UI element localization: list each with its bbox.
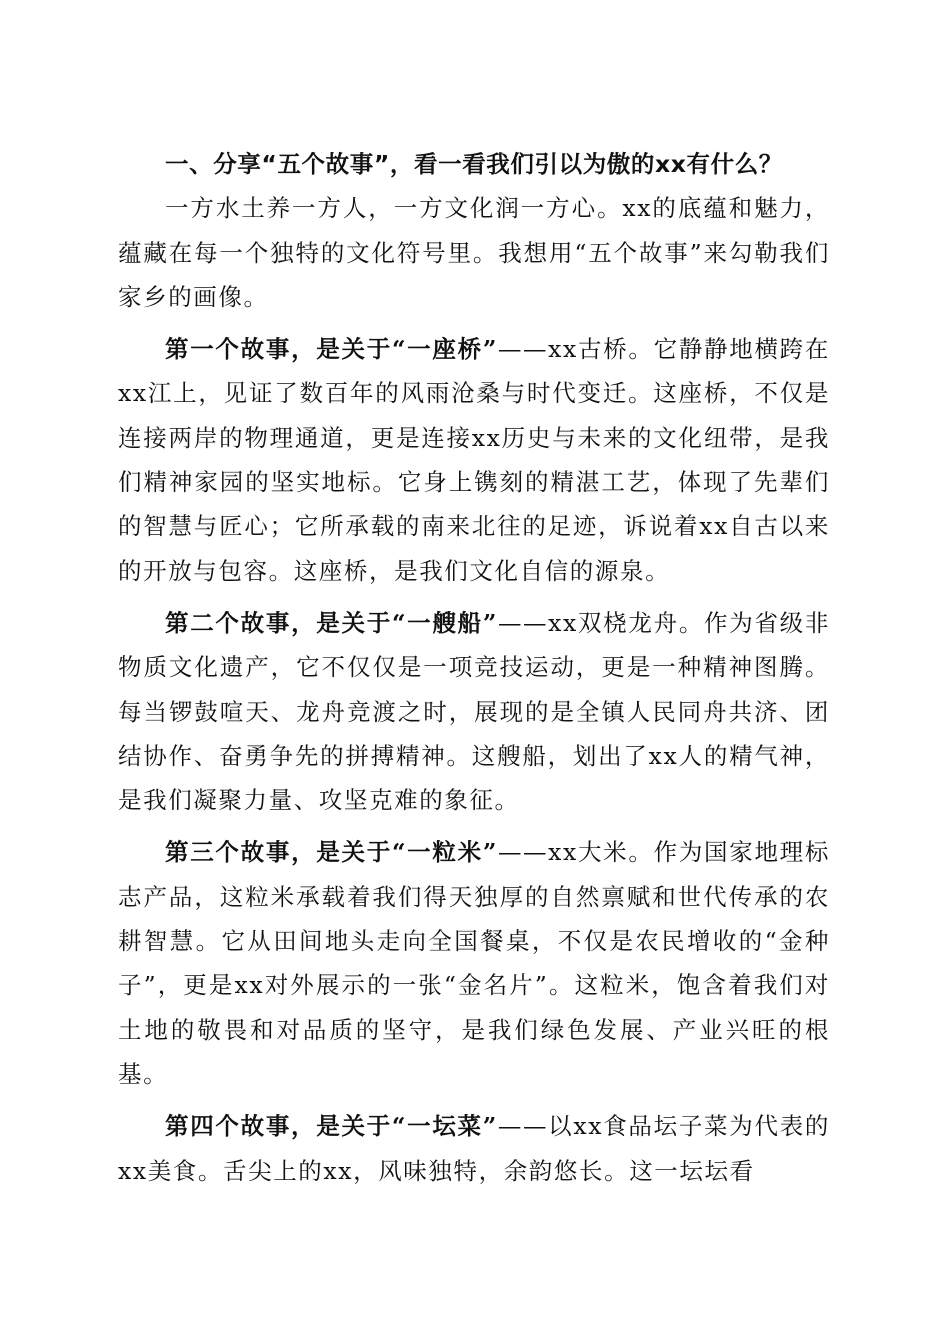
- paragraph-text: 一方水土养一方人，一方文化润一方心。xx的底蕴和魅力，蕴藏在每一个独特的文化符号里。我想用“五个故事”来勾勒我们家乡的画像。: [118, 194, 830, 311]
- paragraph-story-food: [118, 1104, 830, 1193]
- section-heading: 一、分享“五个故事”，看一看我们引以为傲的xx有什么？: [165, 150, 783, 178]
- paragraph-text: ——xx大米。作为国家地理标志产品，这粒米承载着我们得天独厚的自然禀赋和世代传承的农耕智慧。它从田间地头走向全国餐桌，不仅是农民增收的“金种子”，更是xx对外展示的一张“金名片”。这粒米，饱含着我们对土地的敬畏和对品质的坚守，是我们绿色发展、产业兴旺的根基。: [118, 838, 830, 1088]
- paragraph-story-bridge: [118, 327, 830, 593]
- story-lead: 第三个故事，是关于“一粒米”: [165, 838, 498, 867]
- paragraph-story-boat: [118, 601, 830, 822]
- paragraph-text: ——xx古桥。它静静地横跨在xx江上，见证了数百年的风雨沧桑与时代变迁。这座桥，不仅是连接两岸的物理通道，更是连接xx历史与未来的文化纽带，是我们精神家园的坚实地标。它身上镌刻的精湛工艺，体现了先辈们的智慧与匠心；它所承载的南来北往的足迹，诉说着xx自古以来的开放与包容。这座桥，是我们文化自信的源泉。: [118, 335, 830, 585]
- story-lead: 第四个故事，是关于“一坛菜”: [165, 1112, 498, 1141]
- document-body: [118, 142, 830, 1201]
- story-lead: 第一个故事，是关于“一座桥”: [165, 335, 498, 364]
- paragraph-text: ——以xx食品坛子菜为代表的xx美食。舌尖上的xx，风味独特，余韵悠长。这一坛坛看: [118, 1112, 830, 1185]
- story-lead: 第二个故事，是关于“一艘船”: [165, 608, 498, 637]
- paragraph-story-rice: [118, 830, 830, 1096]
- paragraph-intro: [118, 186, 830, 319]
- paragraph-text: ——xx双桡龙舟。作为省级非物质文化遗产，它不仅仅是一项竞技运动，更是一种精神图腾。每当锣鼓喧天、龙舟竞渡之时，展现的是全镇人民同舟共济、团结协作、奋勇争先的拼搏精神。这艘船，划出了xx人的精气神，是我们凝聚力量、攻坚克难的象征。: [118, 608, 830, 815]
